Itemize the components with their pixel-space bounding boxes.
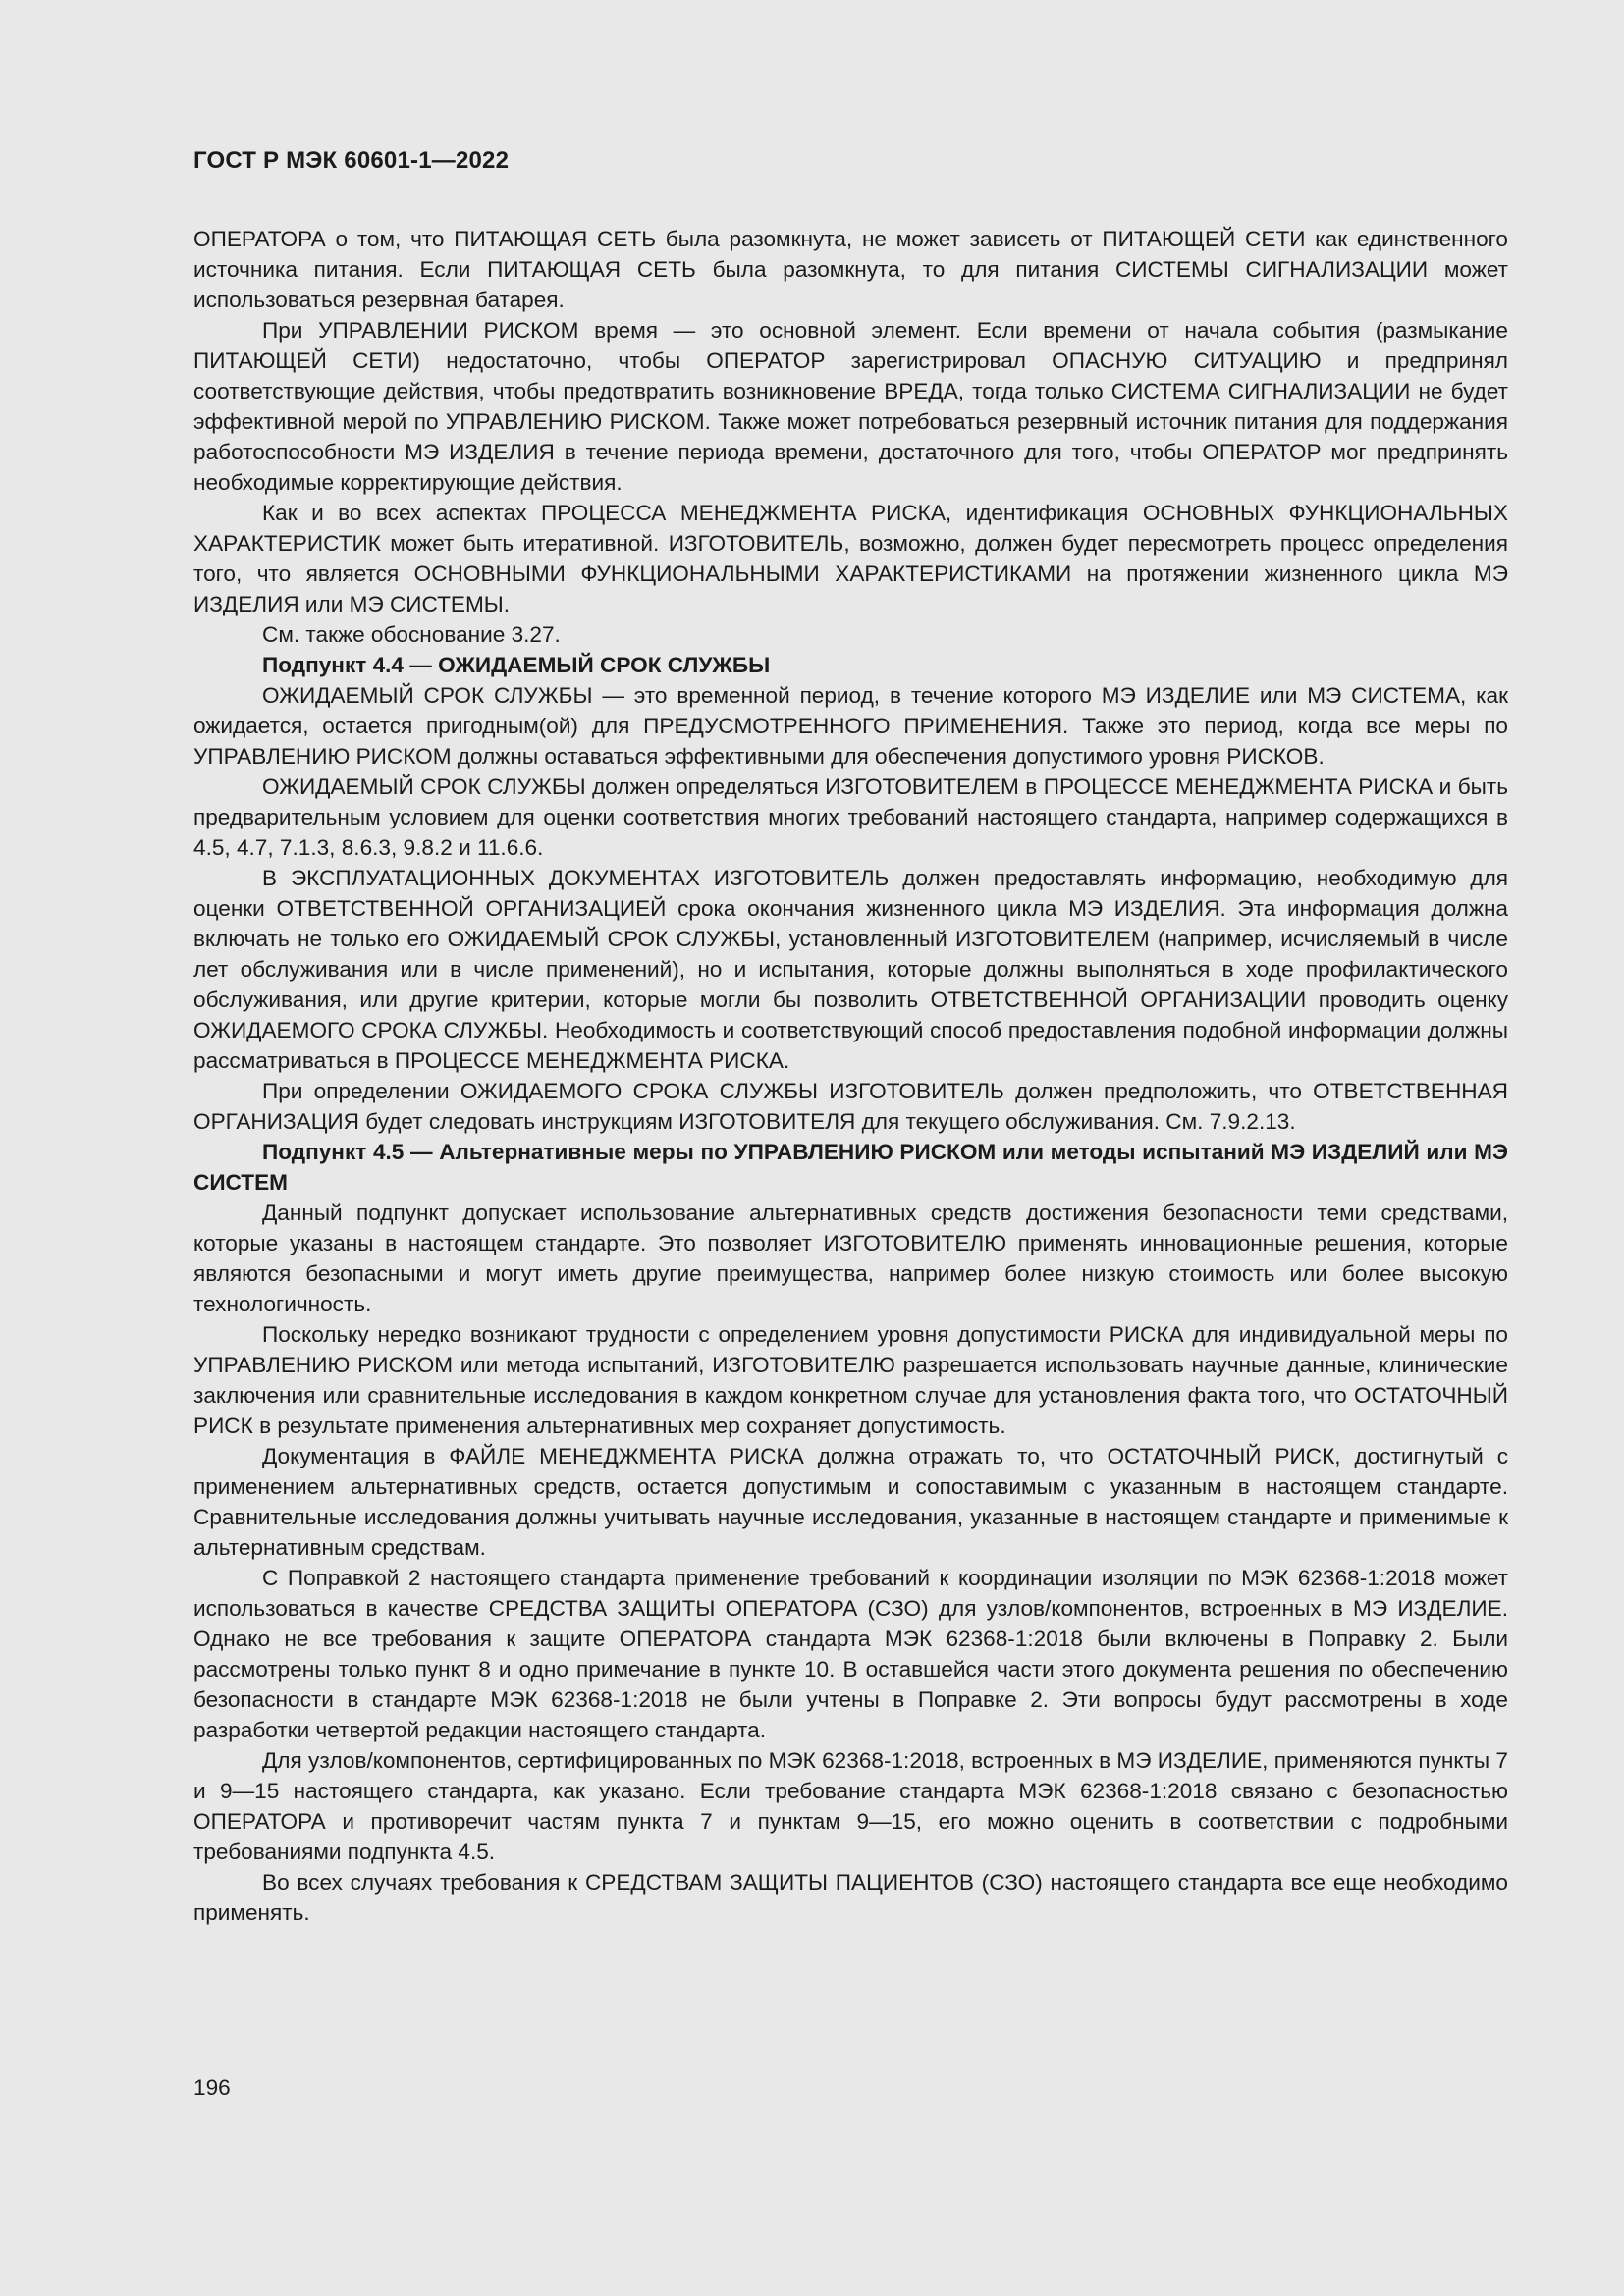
paragraph: Во всех случаях требования к СРЕДСТВАМ ЗАЩИТЫ ПАЦИЕНТОВ (СЗО) настоящего стандарта все еще необходимо применять. bbox=[193, 1870, 1508, 1925]
section-heading-4-4: Подпункт 4.4 — ОЖИДАЕМЫЙ СРОК СЛУЖБЫ bbox=[262, 653, 771, 677]
paragraph: ОЖИДАЕМЫЙ СРОК СЛУЖБЫ — это временной период, в течение которого МЭ ИЗДЕЛИЕ или МЭ СИСТЕМА, как ожидается, остается пригодным(ой) для ПРЕДУСМОТРЕННОГО ПРИМЕНЕНИЯ. Также это период, когда все меры по УПРАВЛЕНИЮ РИСКОМ должны оставаться эффективными для обеспечения допустимого уровня РИСКОВ. bbox=[193, 683, 1508, 769]
paragraph: При определении ОЖИДАЕМОГО СРОКА СЛУЖБЫ ИЗГОТОВИТЕЛЬ должен предположить, что ОТВЕТСТВЕННАЯ ОРГАНИЗАЦИЯ будет следовать инструкциям ИЗГОТОВИТЕЛЯ для текущего обслуживания. См. 7.9.2.13. bbox=[193, 1079, 1508, 1134]
paragraph: В ЭКСПЛУАТАЦИОННЫХ ДОКУМЕНТАХ ИЗГОТОВИТЕЛЬ должен предоставлять информацию, необходимую для оценки ОТВЕТСТВЕННОЙ ОРГАНИЗАЦИЕЙ срока окончания жизненного цикла МЭ ИЗДЕЛИЯ. Эта информация должна включать не только его ОЖИДАЕМЫЙ СРОК СЛУЖБЫ, установленный ИЗГОТОВИТЕЛЕМ (например, исчисляемый в числе лет обслуживания или в числе применений), но и испытания, которые должны выполняться в ходе профилактического обслуживания, или другие критерии, которые могли бы позволить ОТВЕТСТВЕННОЙ ОРГАНИЗАЦИИ проводить оценку ОЖИДАЕМОГО СРОКА СЛУЖБЫ. Необходимость и соответствующий способ предоставления подобной информации должны рассматриваться в ПРОЦЕССЕ МЕНЕДЖМЕНТА РИСКА. bbox=[193, 866, 1508, 1073]
paragraph: Как и во всех аспектах ПРОЦЕССА МЕНЕДЖМЕНТА РИСКА, идентификация ОСНОВНЫХ ФУНКЦИОНАЛЬНЫХ ХАРАКТЕРИСТИК может быть итеративной. ИЗГОТОВИТЕЛЬ, возможно, должен будет пересмотреть процесс определения того, что является ОСНОВНЫМИ ФУНКЦИОНАЛЬНЫМИ ХАРАКТЕРИСТИКАМИ на протяжении жизненного цикла МЭ ИЗДЕЛИЯ или МЭ СИСТЕМЫ. bbox=[193, 501, 1508, 616]
paragraph: Документация в ФАЙЛЕ МЕНЕДЖМЕНТА РИСКА должна отражать то, что ОСТАТОЧНЫЙ РИСК, достигнутый с применением альтернативных средств, остается допустимым и сопоставимым с указанным в настоящем стандарте. Сравнительные исследования должны учитывать научные исследования, указанные в настоящем стандарте и применимые к альтернативным средствам. bbox=[193, 1444, 1508, 1560]
paragraph: Для узлов/компонентов, сертифицированных по МЭК 62368-1:2018, встроенных в МЭ ИЗДЕЛИЕ, применяются пункты 7 и 9—15 настоящего стандарта, как указано. Если требование стандарта МЭК 62368-1:2018 связано с безопасностью ОПЕРАТОРА и противоречит частям пункта 7 и пунктам 9—15, его можно оценить в соответствии с подробными требованиями подпункта 4.5. bbox=[193, 1748, 1508, 1864]
document-header: ГОСТ Р МЭК 60601-1—2022 bbox=[193, 147, 510, 174]
paragraph: ОПЕРАТОРА о том, что ПИТАЮЩАЯ СЕТЬ была разомкнута, не может зависеть от ПИТАЮЩЕЙ СЕТИ как единственного источника питания. Если ПИТАЮЩАЯ СЕТЬ была разомкнута, то для питания СИСТЕМЫ СИГНАЛИЗАЦИИ может использоваться резервная батарея. bbox=[193, 227, 1508, 312]
page-number: 196 bbox=[193, 2075, 231, 2100]
paragraph: Поскольку нередко возникают трудности с определением уровня допустимости РИСКА для индивидуальной меры по УПРАВЛЕНИЮ РИСКОМ или метода испытаний, ИЗГОТОВИТЕЛЮ разрешается использовать научные данные, клинические заключения или сравнительные исследования в каждом конкретном случае для установления факта того, что ОСТАТОЧНЫЙ РИСК в результате применения альтернативных мер сохраняет допустимость. bbox=[193, 1322, 1508, 1438]
paragraph: С Поправкой 2 настоящего стандарта применение требований к координации изоляции по МЭК 62368-1:2018 может использоваться в качестве СРЕДСТВА ЗАЩИТЫ ОПЕРАТОРА (СЗО) для узлов/компонентов, встроенных в МЭ ИЗДЕЛИЕ. Однако не все требования к защите ОПЕРАТОРА стандарта МЭК 62368-1:2018 были включены в Поправку 2. Были рассмотрены только пункт 8 и одно примечание в пункте 10. В оставшейся части этого документа решения по обеспечению безопасности в стандарте МЭК 62368-1:2018 не были учтены в Поправке 2. Эти вопросы будут рассмотрены в ходе разработки четвертой редакции настоящего стандарта. bbox=[193, 1566, 1508, 1742]
section-heading-4-5: Подпункт 4.5 — Альтернативные меры по УПРАВЛЕНИЮ РИСКОМ или методы испытаний МЭ ИЗДЕЛИЙ или МЭ СИСТЕМ bbox=[193, 1140, 1508, 1195]
document-body bbox=[193, 224, 1508, 1928]
paragraph: См. также обоснование 3.27. bbox=[262, 622, 561, 647]
paragraph: Данный подпункт допускает использование альтернативных средств достижения безопасности теми средствами, которые указаны в настоящем стандарте. Это позволяет ИЗГОТОВИТЕЛЮ применять инновационные решения, которые являются безопасными и могут иметь другие преимущества, например более низкую стоимость или более высокую технологичность. bbox=[193, 1201, 1508, 1316]
paragraph: При УПРАВЛЕНИИ РИСКОМ время — это основной элемент. Если времени от начала события (размыкание ПИТАЮЩЕЙ СЕТИ) недостаточно, чтобы ОПЕРАТОР зарегистрировал ОПАСНУЮ СИТУАЦИЮ и предпринял соответствующие действия, чтобы предотвратить возникновение ВРЕДА, тогда только СИСТЕМА СИГНАЛИЗАЦИИ не будет эффективной мерой по УПРАВЛЕНИЮ РИСКОМ. Также может потребоваться резервный источник питания для поддержания работоспособности МЭ ИЗДЕЛИЯ в течение периода времени, достаточного для того, чтобы ОПЕРАТОР мог предпринять необходимые корректирующие действия. bbox=[193, 318, 1508, 495]
paragraph: ОЖИДАЕМЫЙ СРОК СЛУЖБЫ должен определяться ИЗГОТОВИТЕЛЕМ в ПРОЦЕССЕ МЕНЕДЖМЕНТА РИСКА и быть предварительным условием для оценки соответствия многих требований настоящего стандарта, например содержащихся в 4.5, 4.7, 7.1.3, 8.6.3, 9.8.2 и 11.6.6. bbox=[193, 774, 1508, 860]
